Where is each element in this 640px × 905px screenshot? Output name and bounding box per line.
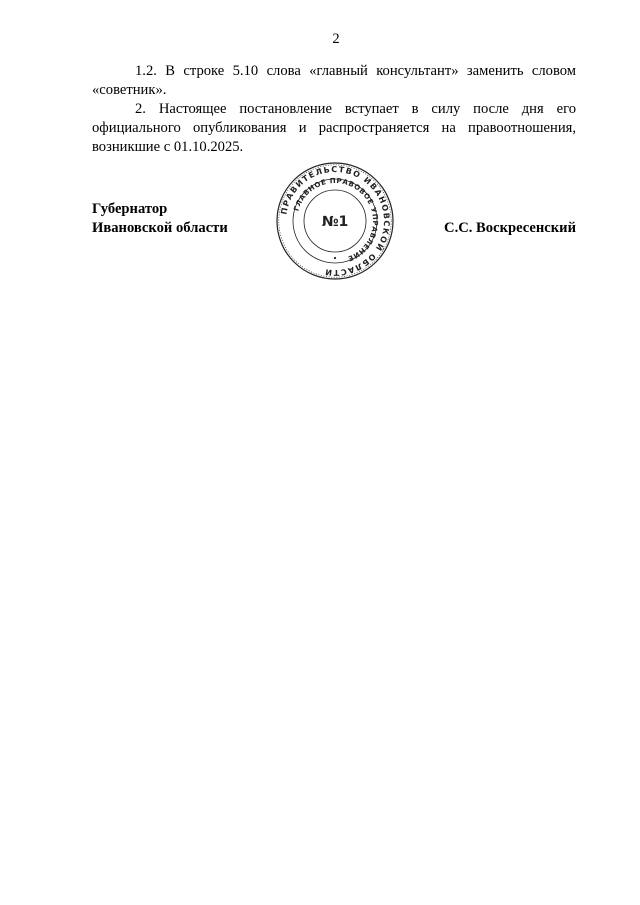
signatory-title-line-1: Губернатор: [92, 201, 168, 217]
seal-inner-text: ГЛАВНОЕ ПРАВОВОЕ УПРАВЛЕНИЕ: [292, 176, 380, 263]
official-seal: [275, 161, 395, 281]
paragraph-1-2: 1.2. В строке 5.10 слова «главный консультант» заменить словом «советник».: [92, 63, 576, 98]
signatory-title: [92, 200, 228, 238]
document-body: [92, 62, 576, 157]
seal-outer-text: ПРАВИТЕЛЬСТВО ИВАНОВСКОЙ ОБЛАСТИ: [279, 164, 392, 278]
paragraph-2: 2. Настоящее постановление вступает в силу после дня его официального опубликования и распространяется на правоотношения, возникшие с 01.10.2025.: [92, 101, 576, 155]
page-number: 2: [332, 31, 340, 47]
seal-star-mark: [334, 257, 336, 259]
signatory-name: С.С. Воскресенский: [444, 220, 576, 236]
signature-block: [92, 164, 576, 290]
signatory-title-line-2: Ивановской области: [92, 220, 228, 236]
seal-number: №1: [321, 214, 349, 230]
